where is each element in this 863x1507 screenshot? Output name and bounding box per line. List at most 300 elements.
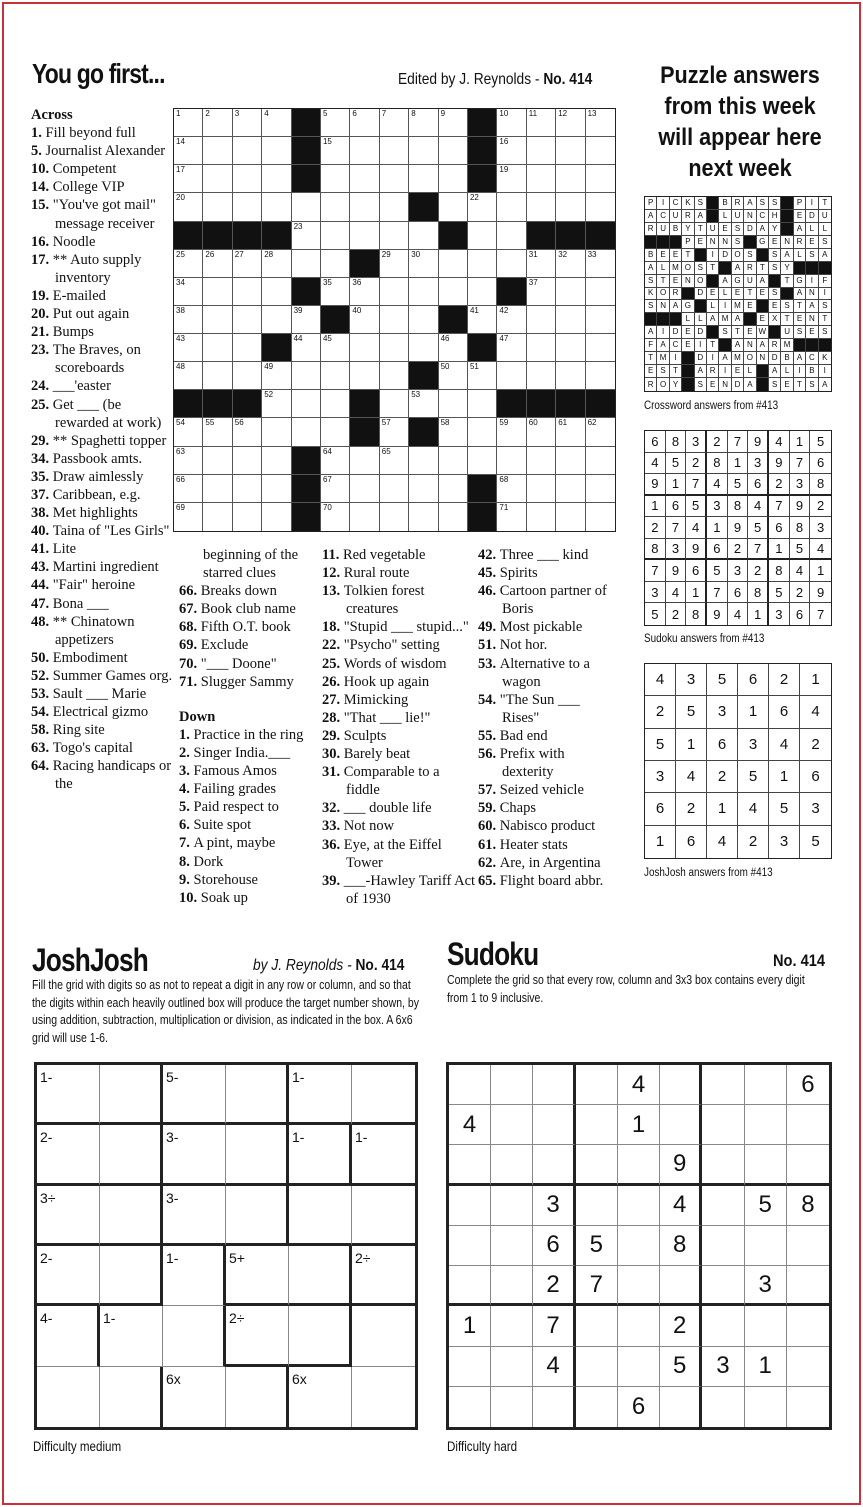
crossword-cell[interactable]: [380, 278, 409, 306]
joshjosh-grid[interactable]: [34, 1062, 418, 1430]
joshjosh-cell[interactable]: [226, 1186, 289, 1246]
crossword-cell[interactable]: [409, 306, 438, 334]
sudoku-empty-cell[interactable]: [449, 1266, 491, 1306]
crossword-answer-cell: I: [670, 352, 682, 365]
crossword-cell[interactable]: [468, 447, 497, 475]
crossword-cell[interactable]: [439, 250, 468, 278]
joshjosh-cell[interactable]: [352, 1186, 415, 1246]
crossword-cell[interactable]: [233, 250, 262, 278]
crossword-cell[interactable]: [262, 418, 291, 446]
crossword-cell[interactable]: [321, 193, 350, 221]
crossword-cell[interactable]: [527, 137, 556, 165]
joshjosh-cell[interactable]: [226, 1246, 289, 1306]
crossword-cell[interactable]: [233, 193, 262, 221]
crossword-cell[interactable]: [586, 503, 615, 531]
crossword-cell[interactable]: [321, 475, 350, 503]
sudoku-empty-cell[interactable]: [787, 1266, 829, 1306]
crossword-answer-cell: [682, 378, 694, 391]
joshjosh-cell[interactable]: [37, 1125, 100, 1185]
joshjosh-cell[interactable]: [100, 1306, 163, 1366]
crossword-cell[interactable]: [380, 193, 409, 221]
crossword-cell[interactable]: [409, 165, 438, 193]
crossword-cell[interactable]: [409, 278, 438, 306]
crossword-cell[interactable]: [203, 362, 232, 390]
joshjosh-cell[interactable]: [37, 1186, 100, 1246]
sudoku-empty-cell[interactable]: [702, 1065, 744, 1105]
clue-text: Comparable to a fiddle: [343, 764, 440, 799]
crossword-cell[interactable]: [380, 390, 409, 418]
crossword-cell[interactable]: [174, 306, 203, 334]
crossword-cell[interactable]: [321, 418, 350, 446]
crossword-cell[interactable]: [409, 137, 438, 165]
crossword-cell[interactable]: [380, 222, 409, 250]
crossword-cell[interactable]: [321, 165, 350, 193]
joshjosh-answer-cell: 4: [738, 793, 769, 825]
crossword-cell[interactable]: [556, 418, 585, 446]
crossword-cell[interactable]: [233, 278, 262, 306]
crossword-cell[interactable]: [497, 306, 526, 334]
crossword-cell[interactable]: [409, 334, 438, 362]
joshjosh-cell[interactable]: [289, 1186, 352, 1246]
joshjosh-cell[interactable]: [289, 1367, 352, 1427]
crossword-cell[interactable]: [380, 137, 409, 165]
crossword-cell[interactable]: [586, 278, 615, 306]
crossword-cell[interactable]: [586, 250, 615, 278]
crossword-cell[interactable]: [262, 503, 291, 531]
crossword-cell[interactable]: [497, 503, 526, 531]
crossword-cell[interactable]: [262, 447, 291, 475]
crossword-cell[interactable]: [409, 503, 438, 531]
crossword-cell[interactable]: [380, 475, 409, 503]
sudoku-empty-cell[interactable]: [660, 1387, 702, 1427]
crossword-cell[interactable]: [203, 334, 232, 362]
crossword-cell[interactable]: [321, 222, 350, 250]
crossword-cell[interactable]: [174, 137, 203, 165]
joshjosh-cell[interactable]: [352, 1246, 415, 1306]
crossword-cell[interactable]: [350, 165, 379, 193]
joshjosh-cell[interactable]: [163, 1367, 226, 1427]
crossword-cell[interactable]: [262, 390, 291, 418]
joshjosh-cell[interactable]: [289, 1065, 352, 1125]
crossword-cell[interactable]: [174, 278, 203, 306]
joshjosh-cell[interactable]: [289, 1246, 352, 1306]
crossword-cell[interactable]: [203, 306, 232, 334]
crossword-cell[interactable]: [439, 193, 468, 221]
crossword-cell[interactable]: [556, 362, 585, 390]
crossword-cell[interactable]: [439, 447, 468, 475]
crossword-black-square: [350, 250, 379, 278]
crossword-cell[interactable]: [439, 278, 468, 306]
crossword-cell[interactable]: [321, 109, 350, 137]
crossword-cell[interactable]: [380, 250, 409, 278]
joshjosh-cell[interactable]: [163, 1065, 226, 1125]
joshjosh-cell[interactable]: [37, 1065, 100, 1125]
sudoku-empty-cell[interactable]: [787, 1306, 829, 1346]
crossword-cell[interactable]: [556, 278, 585, 306]
crossword-cell[interactable]: [203, 278, 232, 306]
joshjosh-cell[interactable]: [163, 1246, 226, 1306]
sudoku-empty-cell[interactable]: [576, 1186, 618, 1226]
crossword-cell[interactable]: [497, 137, 526, 165]
joshjosh-cell[interactable]: [100, 1246, 163, 1306]
crossword-cell[interactable]: [497, 447, 526, 475]
crossword-cell-number: 8: [411, 109, 416, 118]
sudoku-empty-cell[interactable]: [533, 1145, 575, 1185]
crossword-cell[interactable]: [174, 334, 203, 362]
sudoku-empty-cell[interactable]: [787, 1347, 829, 1387]
crossword-cell[interactable]: [556, 250, 585, 278]
joshjosh-cell[interactable]: [37, 1306, 100, 1366]
joshjosh-cell[interactable]: [352, 1367, 415, 1427]
crossword-cell[interactable]: [586, 447, 615, 475]
crossword-cell[interactable]: [174, 418, 203, 446]
sudoku-empty-cell[interactable]: [787, 1145, 829, 1185]
crossword-cell[interactable]: [409, 447, 438, 475]
crossword-cell[interactable]: [527, 109, 556, 137]
crossword-black-square: [468, 334, 497, 362]
joshjosh-cell[interactable]: [37, 1367, 100, 1427]
crossword-cell[interactable]: [468, 362, 497, 390]
crossword-cell[interactable]: [439, 390, 468, 418]
crossword-cell[interactable]: [233, 362, 262, 390]
crossword-cell[interactable]: [586, 165, 615, 193]
sudoku-empty-cell[interactable]: [618, 1306, 660, 1346]
crossword-cell[interactable]: [350, 193, 379, 221]
crossword-cell[interactable]: [233, 306, 262, 334]
crossword-answers-caption: Crossword answers from #413: [644, 400, 779, 412]
sudoku-empty-cell[interactable]: [702, 1226, 744, 1266]
sudoku-empty-cell[interactable]: [491, 1145, 533, 1185]
crossword-cell[interactable]: [468, 193, 497, 221]
crossword-cell[interactable]: [409, 109, 438, 137]
crossword-cell[interactable]: [321, 390, 350, 418]
joshjosh-cell[interactable]: [352, 1306, 415, 1366]
crossword-cell[interactable]: [497, 334, 526, 362]
sudoku-empty-cell[interactable]: [576, 1105, 618, 1145]
crossword-cell[interactable]: [203, 137, 232, 165]
crossword-cell[interactable]: [586, 109, 615, 137]
joshjosh-cell[interactable]: [226, 1306, 289, 1366]
crossword-cell[interactable]: [233, 165, 262, 193]
crossword-cell[interactable]: [527, 306, 556, 334]
crossword-cell[interactable]: [468, 306, 497, 334]
crossword-cell[interactable]: [556, 334, 585, 362]
sudoku-empty-cell[interactable]: [745, 1226, 787, 1266]
crossword-cell[interactable]: [174, 250, 203, 278]
crossword-cell[interactable]: [380, 334, 409, 362]
crossword-cell[interactable]: [292, 250, 321, 278]
crossword-cell[interactable]: [468, 250, 497, 278]
crossword-cell[interactable]: [468, 278, 497, 306]
sudoku-empty-cell[interactable]: [660, 1266, 702, 1306]
joshjosh-cell[interactable]: [226, 1367, 289, 1427]
crossword-cell[interactable]: [439, 503, 468, 531]
crossword-cell[interactable]: [292, 222, 321, 250]
joshjosh-cell[interactable]: [163, 1186, 226, 1246]
sudoku-empty-cell[interactable]: [745, 1145, 787, 1185]
sudoku-empty-cell[interactable]: [702, 1186, 744, 1226]
crossword-cell[interactable]: [497, 165, 526, 193]
crossword-cell[interactable]: [262, 306, 291, 334]
crossword-cell[interactable]: [350, 137, 379, 165]
crossword-cell[interactable]: [586, 475, 615, 503]
clue: [179, 834, 319, 852]
sudoku-empty-cell[interactable]: [787, 1105, 829, 1145]
joshjosh-cell[interactable]: [289, 1306, 352, 1366]
sudoku-empty-cell[interactable]: [533, 1065, 575, 1105]
sudoku-empty-cell[interactable]: [449, 1226, 491, 1266]
crossword-cell[interactable]: [174, 109, 203, 137]
crossword-black-square: [292, 447, 321, 475]
crossword-cell[interactable]: [233, 475, 262, 503]
crossword-cell[interactable]: [350, 362, 379, 390]
crossword-cell[interactable]: [556, 447, 585, 475]
crossword-cell[interactable]: [174, 475, 203, 503]
crossword-cell[interactable]: [262, 475, 291, 503]
crossword-cell[interactable]: [262, 109, 291, 137]
crossword-cell[interactable]: [203, 109, 232, 137]
crossword-cell[interactable]: [556, 306, 585, 334]
sudoku-empty-cell[interactable]: [576, 1145, 618, 1185]
crossword-cell[interactable]: [292, 362, 321, 390]
crossword-cell[interactable]: [586, 418, 615, 446]
sudoku-empty-cell[interactable]: [491, 1186, 533, 1226]
crossword-cell[interactable]: [586, 193, 615, 221]
sudoku-empty-cell[interactable]: [576, 1347, 618, 1387]
crossword-cell[interactable]: [203, 503, 232, 531]
crossword-cell[interactable]: [233, 109, 262, 137]
crossword-cell[interactable]: [497, 362, 526, 390]
sudoku-empty-cell[interactable]: [702, 1306, 744, 1346]
crossword-cell[interactable]: [586, 334, 615, 362]
crossword-cell[interactable]: [527, 362, 556, 390]
crossword-cell[interactable]: [497, 418, 526, 446]
crossword-cell[interactable]: [174, 193, 203, 221]
joshjosh-answer-cell: 5: [738, 761, 769, 793]
joshjosh-cell[interactable]: [352, 1065, 415, 1125]
crossword-answer-cell: A: [732, 313, 744, 326]
sudoku-empty-cell[interactable]: [745, 1105, 787, 1145]
crossword-cell[interactable]: [174, 503, 203, 531]
crossword-cell[interactable]: [174, 447, 203, 475]
crossword-cell[interactable]: [527, 503, 556, 531]
crossword-cell[interactable]: [380, 362, 409, 390]
crossword-cell[interactable]: [409, 250, 438, 278]
crossword-cell[interactable]: [380, 165, 409, 193]
crossword-cell[interactable]: [350, 109, 379, 137]
sudoku-empty-cell[interactable]: [702, 1387, 744, 1427]
crossword-cell[interactable]: [321, 137, 350, 165]
crossword-cell[interactable]: [350, 447, 379, 475]
joshjosh-cell[interactable]: [100, 1186, 163, 1246]
crossword-cell[interactable]: [497, 250, 526, 278]
crossword-cell[interactable]: [409, 222, 438, 250]
crossword-cell[interactable]: [439, 165, 468, 193]
crossword-cell[interactable]: [262, 193, 291, 221]
sudoku-empty-cell[interactable]: [702, 1105, 744, 1145]
crossword-cell[interactable]: [292, 334, 321, 362]
joshjosh-cell[interactable]: [226, 1125, 289, 1185]
crossword-cell[interactable]: [556, 503, 585, 531]
crossword-cell[interactable]: [321, 278, 350, 306]
sudoku-empty-cell[interactable]: [576, 1065, 618, 1105]
sudoku-empty-cell[interactable]: [533, 1387, 575, 1427]
crossword-cell[interactable]: [292, 193, 321, 221]
sudoku-empty-cell[interactable]: [787, 1226, 829, 1266]
sudoku-empty-cell[interactable]: [660, 1065, 702, 1105]
crossword-cell[interactable]: [380, 447, 409, 475]
crossword-cell[interactable]: [468, 390, 497, 418]
sudoku-empty-cell[interactable]: [491, 1387, 533, 1427]
crossword-cell[interactable]: [292, 418, 321, 446]
sudoku-empty-cell[interactable]: [745, 1065, 787, 1105]
crossword-cell[interactable]: [556, 137, 585, 165]
crossword-cell[interactable]: [527, 250, 556, 278]
joshjosh-cell[interactable]: [226, 1065, 289, 1125]
crossword-cell[interactable]: [409, 390, 438, 418]
crossword-cell[interactable]: [233, 334, 262, 362]
sudoku-empty-cell[interactable]: [702, 1266, 744, 1306]
crossword-cell[interactable]: [556, 109, 585, 137]
crossword-cell[interactable]: [174, 362, 203, 390]
clue-continuation: beginning of the starred clues: [203, 547, 299, 582]
crossword-cell[interactable]: [527, 447, 556, 475]
crossword-cell[interactable]: [262, 362, 291, 390]
crossword-cell[interactable]: [380, 306, 409, 334]
crossword-cell[interactable]: [203, 250, 232, 278]
joshjosh-cell[interactable]: [163, 1306, 226, 1366]
crossword-cell[interactable]: [321, 250, 350, 278]
crossword-cell[interactable]: [380, 418, 409, 446]
crossword-cell[interactable]: [350, 278, 379, 306]
crossword-cell[interactable]: [262, 137, 291, 165]
crossword-cell[interactable]: [203, 165, 232, 193]
crossword-cell[interactable]: [527, 165, 556, 193]
sudoku-empty-cell[interactable]: [491, 1065, 533, 1105]
joshjosh-cell[interactable]: [100, 1065, 163, 1125]
sudoku-empty-cell[interactable]: [491, 1105, 533, 1145]
crossword-cell[interactable]: [262, 250, 291, 278]
crossword-cell[interactable]: [409, 475, 438, 503]
sudoku-empty-cell[interactable]: [576, 1387, 618, 1427]
crossword-cell[interactable]: [439, 418, 468, 446]
crossword-cell[interactable]: [439, 109, 468, 137]
crossword-cell[interactable]: [439, 475, 468, 503]
crossword-cell[interactable]: [586, 362, 615, 390]
sudoku-empty-cell[interactable]: [491, 1266, 533, 1306]
joshjosh-cell[interactable]: [37, 1246, 100, 1306]
sudoku-empty-cell[interactable]: [576, 1306, 618, 1346]
crossword-cell[interactable]: [350, 334, 379, 362]
sudoku-empty-cell[interactable]: [449, 1387, 491, 1427]
sudoku-empty-cell[interactable]: [449, 1065, 491, 1105]
sudoku-empty-cell[interactable]: [702, 1145, 744, 1185]
crossword-cell[interactable]: [292, 306, 321, 334]
crossword-grid[interactable]: [173, 108, 616, 532]
crossword-cell[interactable]: [556, 475, 585, 503]
joshjosh-answer-cell: 2: [769, 664, 800, 696]
crossword-cell[interactable]: [586, 137, 615, 165]
crossword-cell[interactable]: [556, 193, 585, 221]
crossword-cell[interactable]: [233, 418, 262, 446]
crossword-cell[interactable]: [497, 475, 526, 503]
crossword-cell[interactable]: [497, 193, 526, 221]
crossword-cell[interactable]: [527, 418, 556, 446]
crossword-cell[interactable]: [439, 137, 468, 165]
sudoku-empty-cell[interactable]: [618, 1186, 660, 1226]
sudoku-empty-cell[interactable]: [491, 1306, 533, 1346]
joshjosh-cell[interactable]: [163, 1125, 226, 1185]
sudoku-empty-cell[interactable]: [449, 1347, 491, 1387]
crossword-cell[interactable]: [321, 447, 350, 475]
crossword-cell[interactable]: [321, 503, 350, 531]
crossword-cell[interactable]: [262, 165, 291, 193]
sudoku-empty-cell[interactable]: [618, 1226, 660, 1266]
sudoku-empty-cell[interactable]: [745, 1387, 787, 1427]
crossword-cell[interactable]: [233, 137, 262, 165]
crossword-cell[interactable]: [321, 362, 350, 390]
joshjosh-cell[interactable]: [100, 1367, 163, 1427]
crossword-cell[interactable]: [233, 447, 262, 475]
joshjosh-cell[interactable]: [352, 1125, 415, 1185]
crossword-cell[interactable]: [203, 447, 232, 475]
crossword-cell[interactable]: [586, 306, 615, 334]
sudoku-empty-cell[interactable]: [491, 1347, 533, 1387]
cage-target: 1-: [355, 1129, 368, 1146]
sudoku-grid[interactable]: [446, 1062, 832, 1430]
crossword-answer-cell: U: [732, 210, 744, 223]
sudoku-empty-cell[interactable]: [745, 1306, 787, 1346]
crossword-cell[interactable]: [350, 503, 379, 531]
crossword-cell[interactable]: [556, 165, 585, 193]
crossword-cell[interactable]: [262, 278, 291, 306]
crossword-cell[interactable]: [468, 222, 497, 250]
sudoku-empty-cell[interactable]: [618, 1145, 660, 1185]
crossword-cell[interactable]: [468, 418, 497, 446]
crossword-cell[interactable]: [527, 278, 556, 306]
sudoku-empty-cell[interactable]: [449, 1145, 491, 1185]
crossword-cell[interactable]: [321, 334, 350, 362]
crossword-cell[interactable]: [233, 503, 262, 531]
crossword-cell[interactable]: [203, 193, 232, 221]
crossword-cell[interactable]: [350, 222, 379, 250]
crossword-cell[interactable]: [527, 334, 556, 362]
crossword-cell[interactable]: [527, 193, 556, 221]
crossword-cell[interactable]: [439, 334, 468, 362]
crossword-cell[interactable]: [439, 362, 468, 390]
crossword-cell[interactable]: [203, 475, 232, 503]
crossword-cell[interactable]: [380, 109, 409, 137]
sudoku-empty-cell[interactable]: [533, 1105, 575, 1145]
crossword-cell[interactable]: [203, 418, 232, 446]
sudoku-empty-cell[interactable]: [660, 1105, 702, 1145]
crossword-cell[interactable]: [292, 390, 321, 418]
sudoku-empty-cell[interactable]: [787, 1387, 829, 1427]
crossword-cell[interactable]: [350, 306, 379, 334]
crossword-cell[interactable]: [497, 109, 526, 137]
joshjosh-cell[interactable]: [289, 1125, 352, 1185]
crossword-cell[interactable]: [350, 475, 379, 503]
sudoku-empty-cell[interactable]: [618, 1347, 660, 1387]
crossword-cell[interactable]: [497, 222, 526, 250]
sudoku-empty-cell[interactable]: [491, 1226, 533, 1266]
joshjosh-cell[interactable]: [100, 1125, 163, 1185]
sudoku-empty-cell[interactable]: [449, 1186, 491, 1226]
sudoku-empty-cell[interactable]: [618, 1266, 660, 1306]
crossword-cell[interactable]: [380, 503, 409, 531]
crossword-cell[interactable]: [527, 475, 556, 503]
crossword-cell[interactable]: [174, 165, 203, 193]
